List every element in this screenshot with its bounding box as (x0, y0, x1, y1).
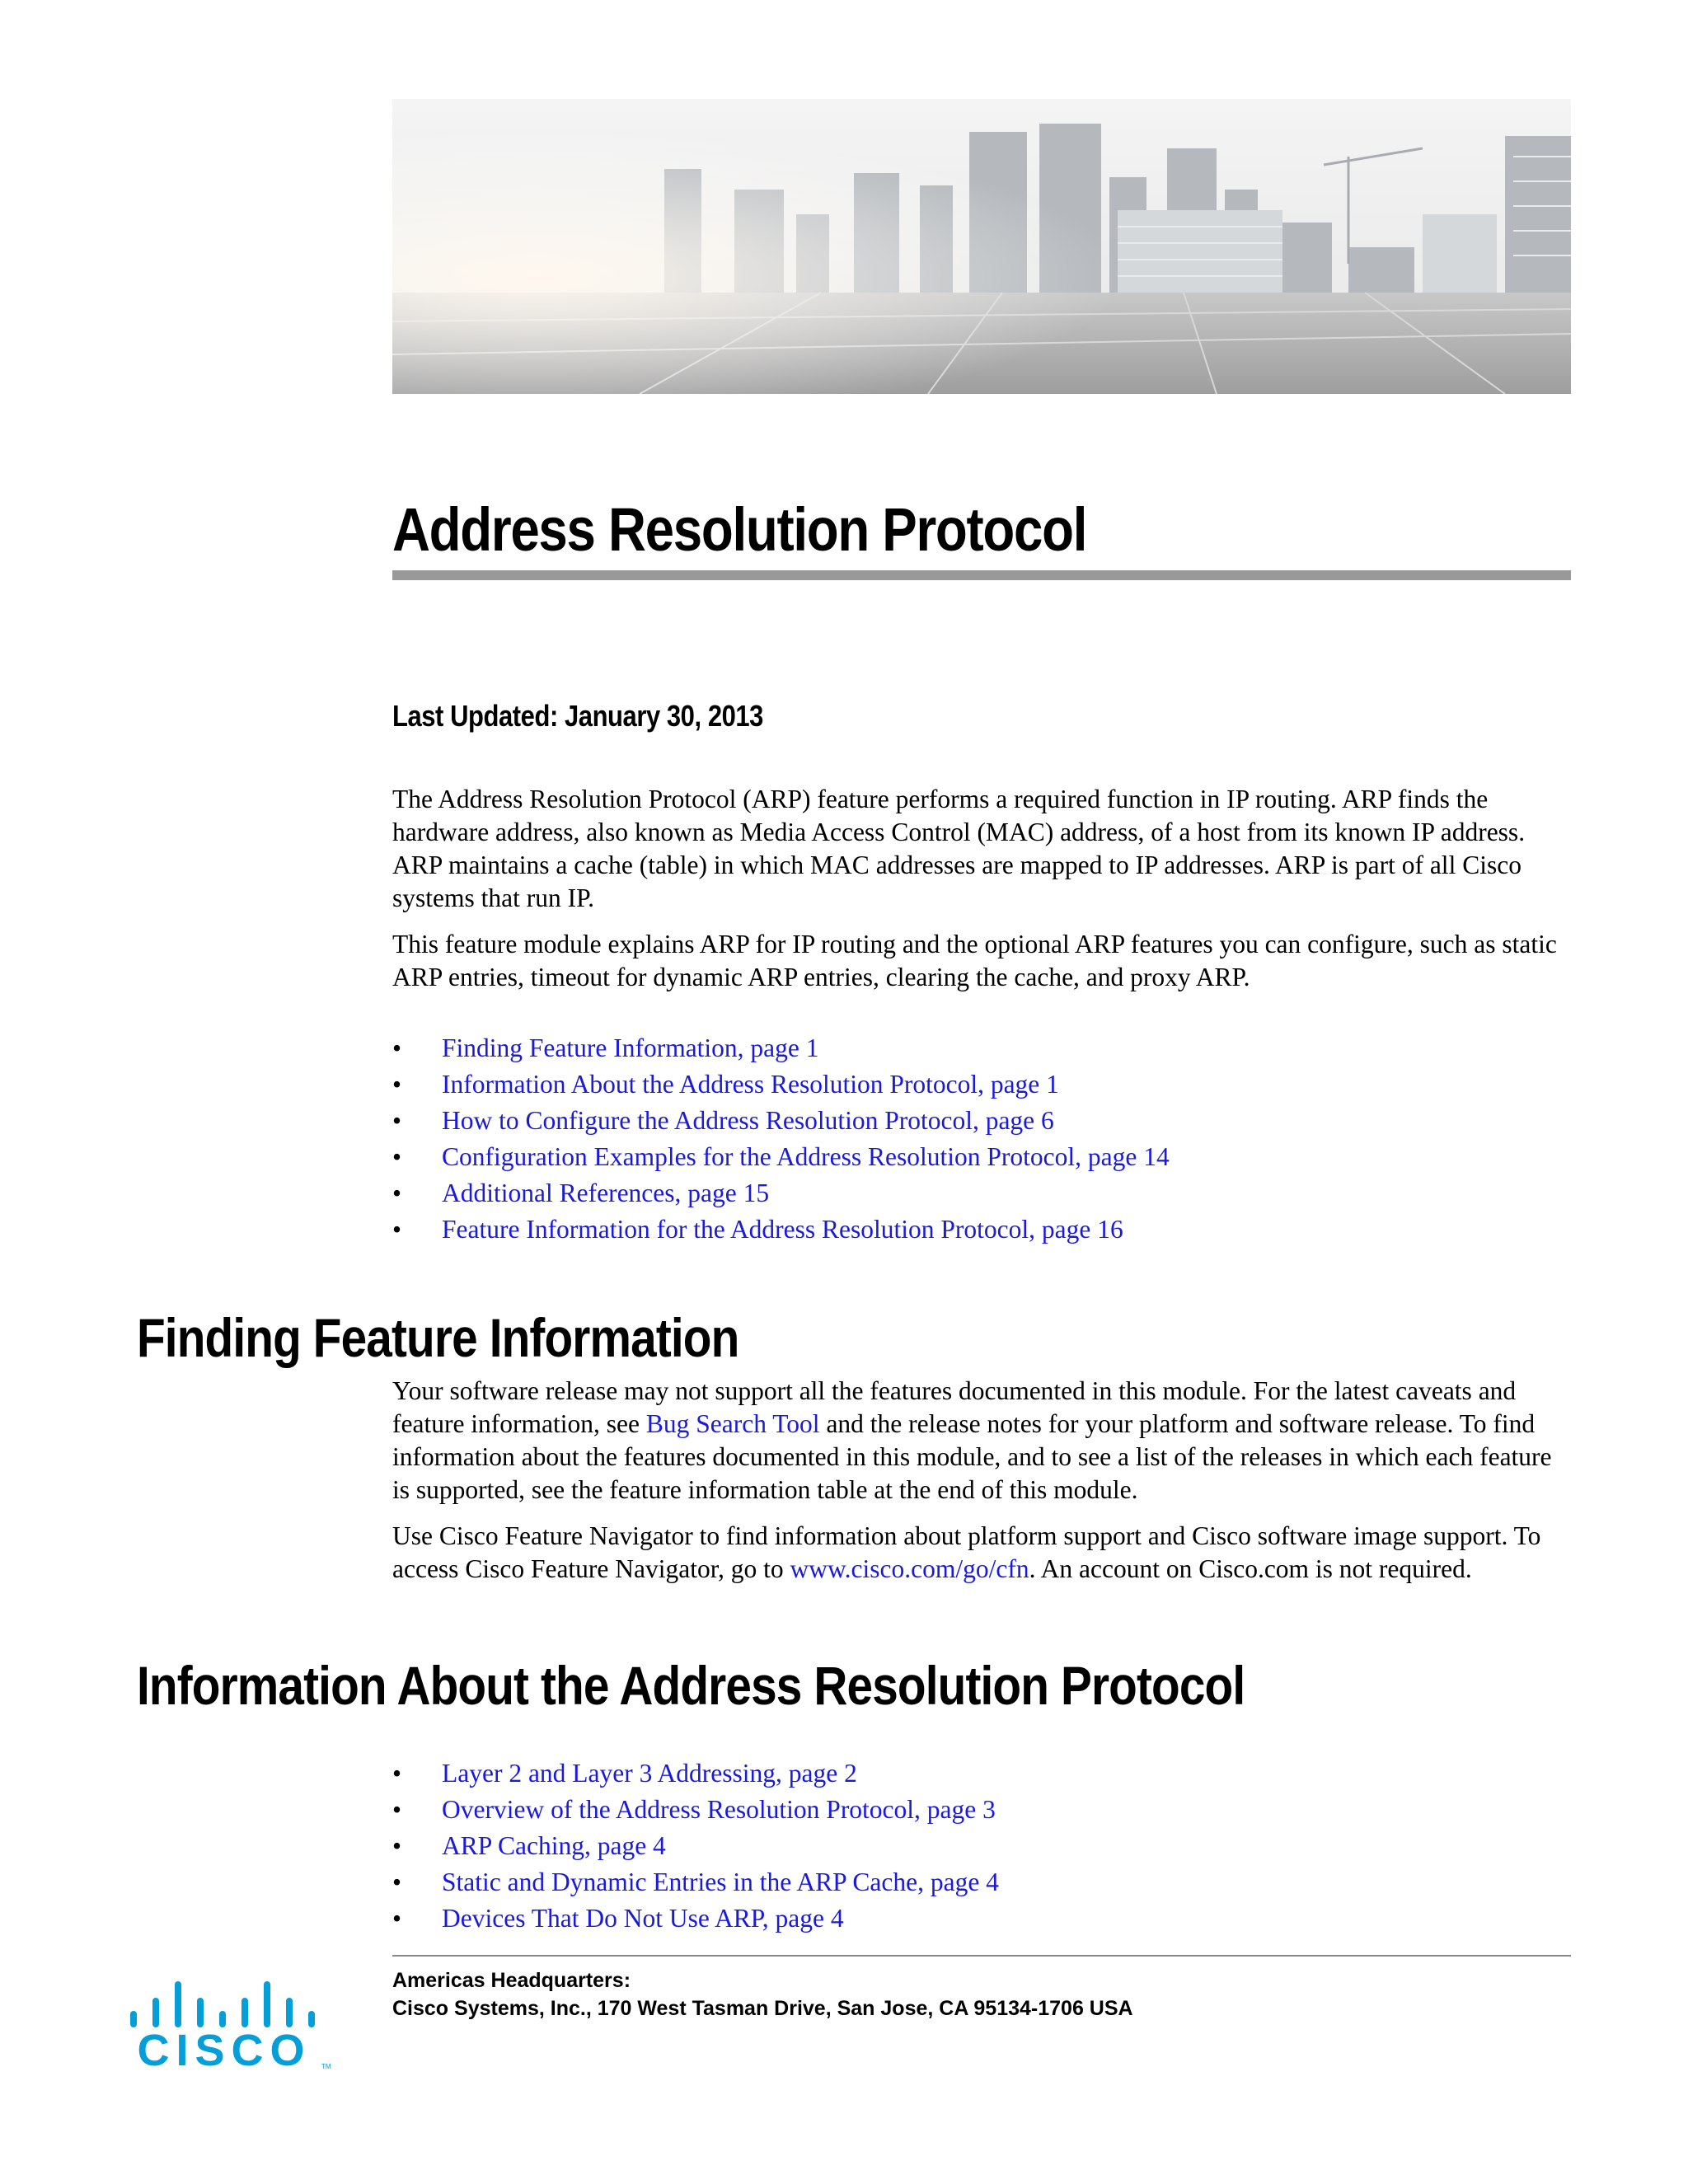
paragraph-text: and the release notes for your platform and software release. To find information about the features documented in this module, and to see a list of the releases in which each feature is supported, see the feature information table at the end of this module. (392, 1409, 1552, 1504)
bug-search-tool-link[interactable]: Bug Search Tool (645, 1409, 820, 1438)
bullet: • (392, 1106, 402, 1135)
footer-rule (392, 1955, 1571, 1957)
toc-link-how-to-configure[interactable]: How to Configure the Address Resolution Protocol, page 6 (442, 1106, 1054, 1135)
section-heading-finding-feature-info: Finding Feature Information (137, 1307, 739, 1368)
toc-item (392, 1213, 1170, 1249)
cisco-logo (124, 1957, 338, 2072)
toc-item (392, 1866, 999, 1902)
hero-skyline-image (392, 99, 1571, 394)
cisco-logo-bars (130, 1981, 315, 2027)
toc-link-finding-feature-info[interactable]: Finding Feature Information, page 1 (442, 1033, 819, 1062)
toc-link-feature-information[interactable]: Feature Information for the Address Resolution Protocol, page 16 (442, 1215, 1123, 1244)
toc-link-arp-caching[interactable]: ARP Caching, page 4 (442, 1831, 666, 1860)
toc-item (392, 1757, 999, 1793)
paragraph-text: . An account on Cisco.com is not required. (1029, 1554, 1472, 1583)
section-heading-info-about-arp: Information About the Address Resolution Protocol (137, 1655, 1245, 1716)
paragraph-text: Your software release may not support all the features documented in this module. For the latest caveats and feature information, see (392, 1376, 1517, 1438)
toc-link-info-about-arp[interactable]: Information About the Address Resolution Protocol, page 1 (442, 1070, 1059, 1099)
intro-paragraph-1: The Address Resolution Protocol (ARP) feature performs a required function in IP routing. ARP finds the hardware address, also known as Media Access Control (MAC) address, of a host from its known IP address. ARP maintains a cache (table) in which MAC addresses are mapped to IP addresses. ARP is part of all Cisco systems that run IP. (392, 785, 1526, 912)
toc-link-devices-no-arp[interactable]: Devices That Do Not Use ARP, page 4 (442, 1904, 844, 1933)
toc-link-additional-references[interactable]: Additional References, page 15 (442, 1179, 770, 1207)
toc-item (392, 1177, 1170, 1213)
bullet: • (392, 1868, 402, 1896)
toc-link-static-dynamic-entries[interactable]: Static and Dynamic Entries in the ARP Cache, page 4 (442, 1868, 999, 1896)
toc-item (392, 1068, 1170, 1104)
bullet: • (392, 1142, 402, 1171)
toc-item (392, 1141, 1170, 1177)
toc-link-configuration-examples[interactable]: Configuration Examples for the Address Resolution Protocol, page 14 (442, 1142, 1170, 1171)
bullet: • (392, 1070, 402, 1099)
paragraph-text: Use Cisco Feature Navigator to find information about platform support and Cisco software image support. To access Cisco Feature Navigator, go to (392, 1521, 1541, 1583)
bullet: • (392, 1795, 402, 1824)
toc-link-layer2-layer3[interactable]: Layer 2 and Layer 3 Addressing, page 2 (442, 1759, 857, 1788)
bullet: • (392, 1759, 402, 1788)
cisco-logo-trademark: TM (321, 2063, 331, 2070)
info-about-arp-toc (392, 1757, 999, 1938)
toc-item (392, 1032, 1170, 1068)
bullet: • (392, 1179, 402, 1207)
document-toc (392, 1032, 1170, 1249)
footer-hq-label: Americas Headquarters: (392, 1969, 631, 1992)
last-updated: Last Updated: January 30, 2013 (392, 699, 763, 733)
toc-link-overview-arp[interactable]: Overview of the Address Resolution Protocol, page 3 (442, 1795, 996, 1824)
toc-item (392, 1830, 999, 1866)
bullet: • (392, 1033, 402, 1062)
cisco-logo-wordmark: CISCO (137, 2026, 312, 2072)
bullet: • (392, 1831, 402, 1860)
bullet: • (392, 1215, 402, 1244)
bullet: • (392, 1904, 402, 1933)
toc-item (392, 1902, 999, 1938)
finding-feature-info-paragraph-2 (392, 1520, 1571, 1586)
footer-address: Cisco Systems, Inc., 170 West Tasman Drive, San Jose, CA 95134-1706 USA (392, 1997, 1133, 2020)
title-rule (392, 570, 1571, 580)
toc-item (392, 1793, 999, 1830)
cisco-feature-navigator-link[interactable]: www.cisco.com/go/cfn (790, 1554, 1029, 1583)
toc-item (392, 1104, 1170, 1141)
finding-feature-info-paragraph-1 (392, 1375, 1571, 1507)
intro-paragraph-2: This feature module explains ARP for IP routing and the optional ARP features you can configure, such as static ARP entries, timeout for dynamic ARP entries, clearing the cache, and proxy ARP. (392, 930, 1557, 991)
document-title: Address Resolution Protocol (392, 495, 1087, 564)
